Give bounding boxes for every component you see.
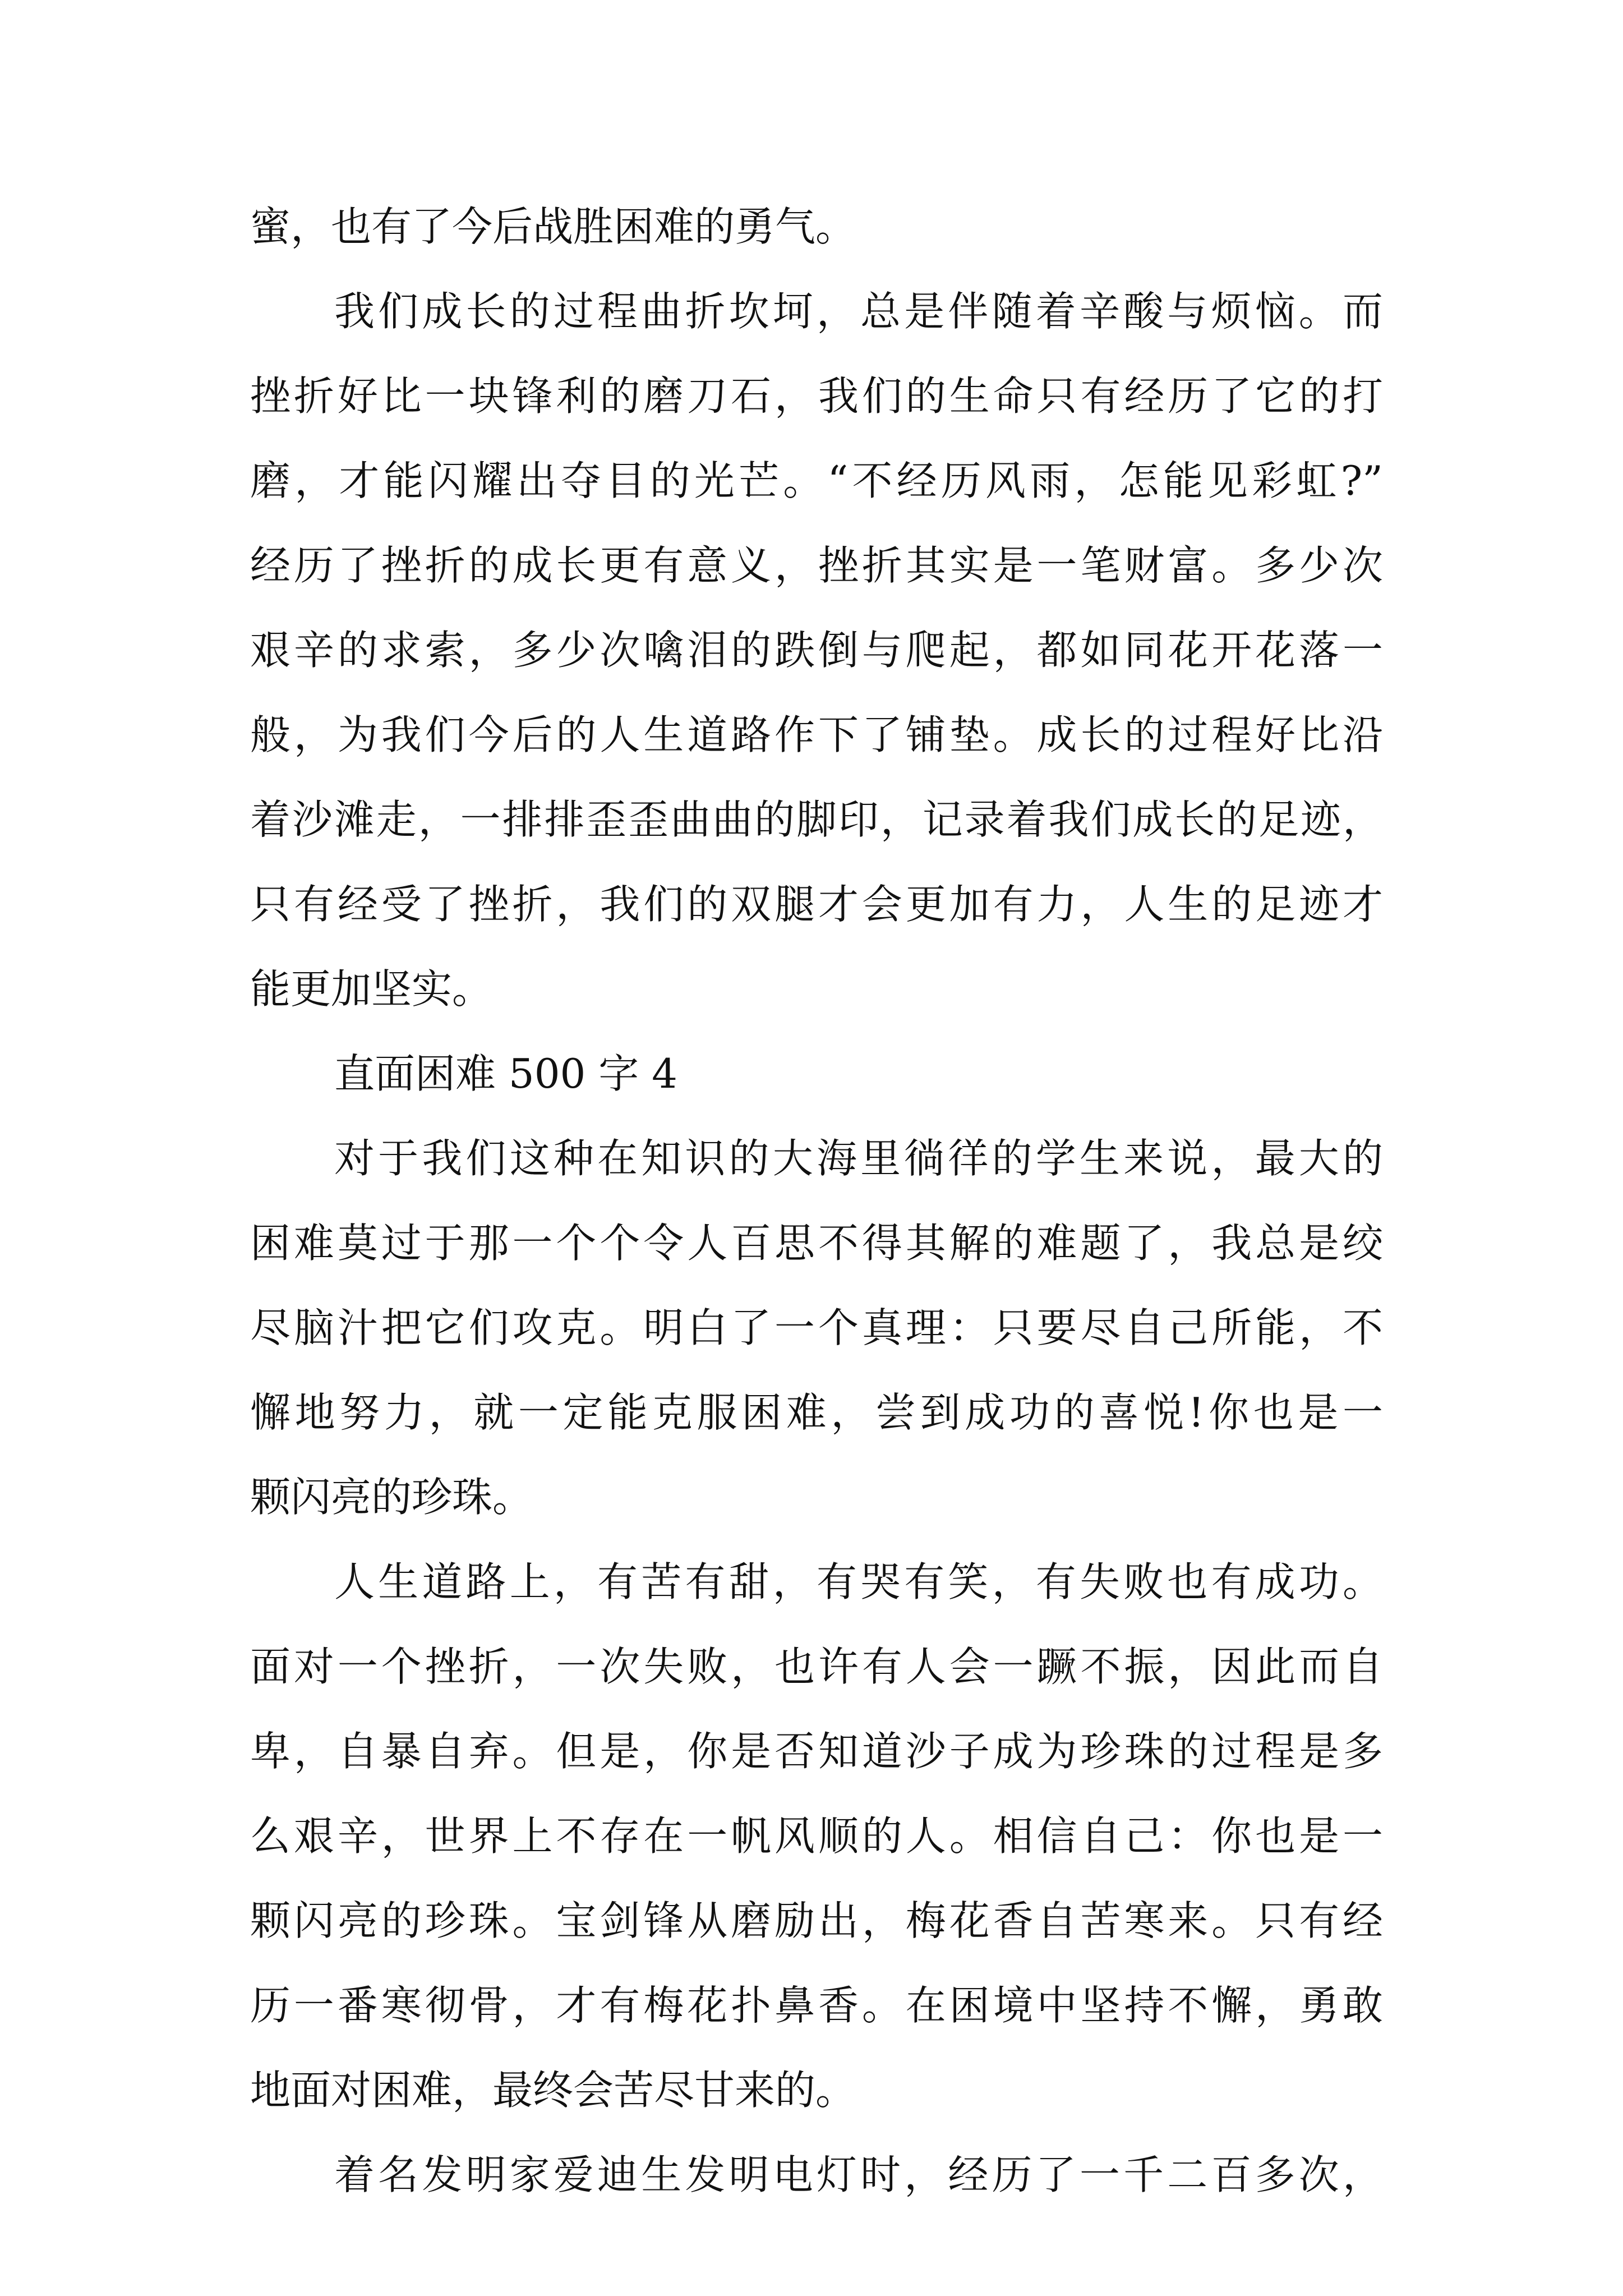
- text-line: 能更加坚实。: [250, 965, 493, 1013]
- text-line: 着名发明家爱迪生发明电灯时，经历了一千二百多次，: [334, 2151, 1383, 2198]
- text-line: 对于我们这种在知识的大海里徜徉的学生来说，最大的: [334, 1135, 1383, 1182]
- text-line: 历一番寒彻骨，才有梅花扑鼻香。在困境中坚持不懈，勇敢: [250, 1982, 1383, 2029]
- text-line: 困难莫过于那一个个令人百思不得其解的难题了，我总是绞: [250, 1220, 1383, 1267]
- text-line: 只有经受了挫折，我们的双腿才会更加有力，人生的足迹才: [250, 881, 1383, 928]
- text-line: 我们成长的过程曲折坎坷，总是伴随着辛酸与烦恼。而: [334, 288, 1383, 335]
- text-line: 卑，自暴自弃。但是，你是否知道沙子成为珍珠的过程是多: [250, 1728, 1383, 1775]
- text-line: 懈地努力，就一定能克服困难，尝到成功的喜悦!你也是一: [250, 1389, 1383, 1436]
- text-line: 面对一个挫折，一次失败，也许有人会一蹶不振，因此而自: [250, 1643, 1383, 1690]
- text-line: 般，为我们今后的人生道路作下了铺垫。成长的过程好比沿: [250, 711, 1383, 758]
- text-line: 挫折好比一块锋利的磨刀石，我们的生命只有经历了它的打: [250, 372, 1383, 420]
- text-line: 艰辛的求索，多少次噙泪的跌倒与爬起，都如同花开花落一: [250, 627, 1383, 674]
- text-line: 颗闪亮的珍珠。: [250, 1474, 533, 1521]
- text-line: 颗闪亮的珍珠。宝剑锋从磨励出，梅花香自苦寒来。只有经: [250, 1897, 1383, 1944]
- text-line: 么艰辛，世界上不存在一帆风顺的人。相信自己：你也是一: [250, 1812, 1383, 1860]
- text-line: 地面对困难，最终会苦尽甘来的。: [250, 2067, 856, 2114]
- text-line: 磨，才能闪耀出夺目的光芒。“不经历风雨，怎能见彩虹?”: [250, 457, 1383, 504]
- text-line: 尽脑汁把它们攻克。明白了一个真理：只要尽自己所能，不: [250, 1304, 1383, 1351]
- text-line: 经历了挫折的成长更有意义，挫折其实是一笔财富。多少次: [250, 542, 1383, 589]
- text-line: 人生道路上，有苦有甜，有哭有笑，有失败也有成功。: [334, 1558, 1383, 1605]
- text-line: 蜜，也有了今后战胜困难的勇气。: [250, 203, 856, 250]
- text-line: 着沙滩走，一排排歪歪曲曲的脚印，记录着我们成长的足迹，: [250, 796, 1383, 843]
- section-heading: 直面困难 500 字 4: [334, 1050, 677, 1097]
